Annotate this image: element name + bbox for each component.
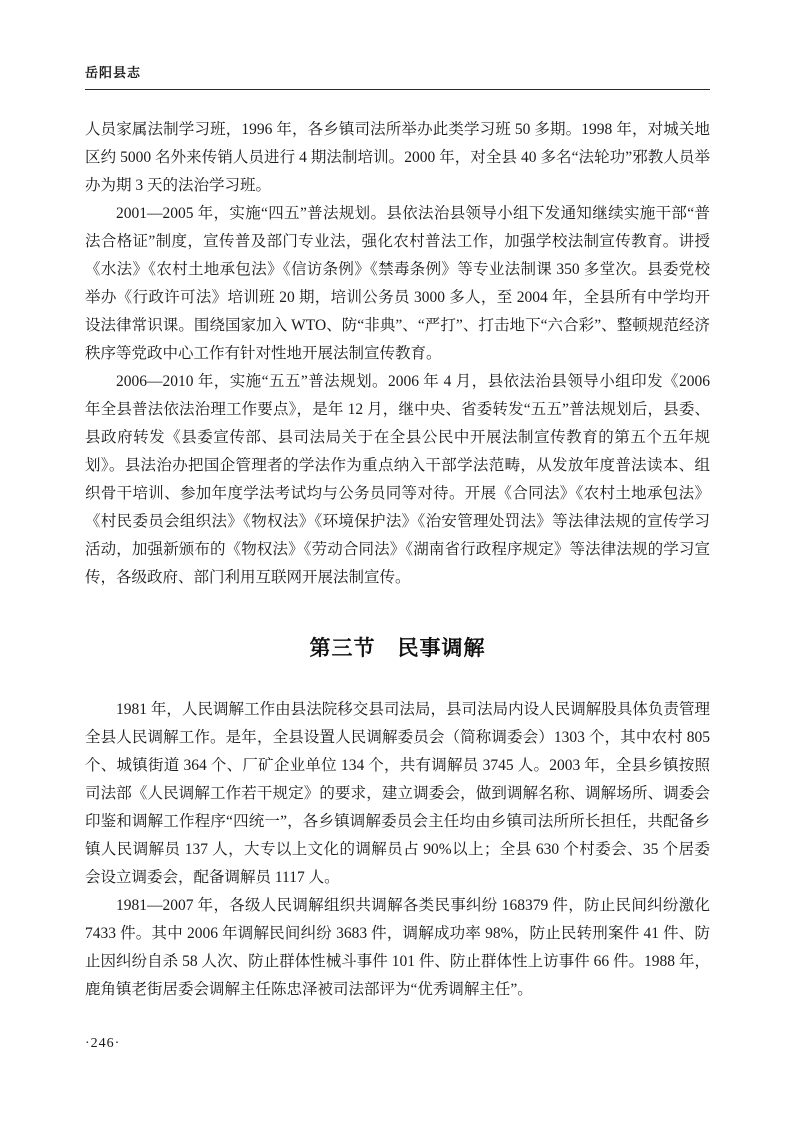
body-text bbox=[85, 116, 710, 1004]
page-number: ·246· bbox=[85, 1036, 121, 1051]
paragraph: 2001—2005 年，实施“四五”普法规划。县依法治县领导小组下发通知继续实施干部“普法合格证”制度，宣传普及部门专业法，强化农村普法工作，加强学校法制宣传教育。讲授《水法》《农村土地承包法》《信访条例》《禁毒条例》等专业法制课 350 多堂次。县委党校举办《行政许可法》培训班 20 期，培训公务员 3000 多人，至 2004 年，全县所有中学均开设法律常识课。围绕国家加入 WTO、防“非典”、“严打”、打击地下“六合彩”、整顿规范经济秩序等党政中心工作有针对性地开展法制宣传教育。 bbox=[85, 205, 710, 362]
paragraph: 人员家属法制学习班，1996 年，各乡镇司法所举办此类学习班 50 多期。1998 年，对城关地区约 5000 名外来传销人员进行 4 期法制培训。2000 年，对全县 40 多名“法轮功”邪教人员举办为期 3 天的法治学习班。 bbox=[85, 121, 710, 194]
header-rule bbox=[85, 89, 710, 90]
running-header-book-title: 岳阳县志 bbox=[85, 65, 142, 80]
paragraph: 1981—2007 年，各级人民调解组织共调解各类民事纠纷 168379 件，防止民间纠纷激化 7433 件。其中 2006 年调解民间纠纷 3683 件，调解成功率 98%，防止民转刑案件 41 件、防止因纠纷自杀 58 人次、防止群体性械斗事件 101 件、防止群体性上访事件 66 件。1988 年，鹿角镇老街居委会调解主任陈忠泽被司法部评为“优秀调解主任”。 bbox=[85, 897, 710, 998]
paragraph: 1981 年，人民调解工作由县法院移交县司法局，县司法局内设人民调解股具体负责管理全县人民调解工作。是年，全县设置人民调解委员会（简称调委会）1303 个，其中农村 805 个、城镇街道 364 个、厂矿企业单位 134 个，共有调解员 3745 人。2003 年，全县乡镇按照司法部《人民调解工作若干规定》的要求，建立调委会，做到调解名称、调解场所、调委会印鉴和调解工作程序“四统一”，各乡镇调解委员会主任均由乡镇司法所所长担任，共配备乡镇人民调解员 137 人，大专以上文化的调解员占 90%以上；全县 630 个村委会、35 个居委会设立调委会，配备调解员 1117 人。 bbox=[85, 701, 710, 886]
section-heading: 第三节 民事调解 bbox=[309, 637, 486, 660]
page-content bbox=[85, 62, 710, 1004]
paragraph: 2006—2010 年，实施“五五”普法规划。2006 年 4 月，县依法治县领导小组印发《2006 年全县普法依法治理工作要点》，是年 12 月，继中央、省委转发“五五”普法规划后，县委、县政府转发《县委宣传部、县司法局关于在全县公民中开展法制宣传教育的第五个五年规划》。县法治办把国企管理者的学法作为重点纳入干部学法范畴，从发放年度普法读本、组织骨干培训、参加年度学法考试均与公务员同等对待。开展《合同法》《农村土地承包法》《村民委员会组织法》《物权法》《环境保护法》《治安管理处罚法》等法律法规的宣传学习活动，加强新颁布的《物权法》《劳动合同法》《湖南省行政程序规定》等法律法规的学习宣传，各级政府、部门利用互联网开展法制宣传。 bbox=[85, 373, 710, 586]
